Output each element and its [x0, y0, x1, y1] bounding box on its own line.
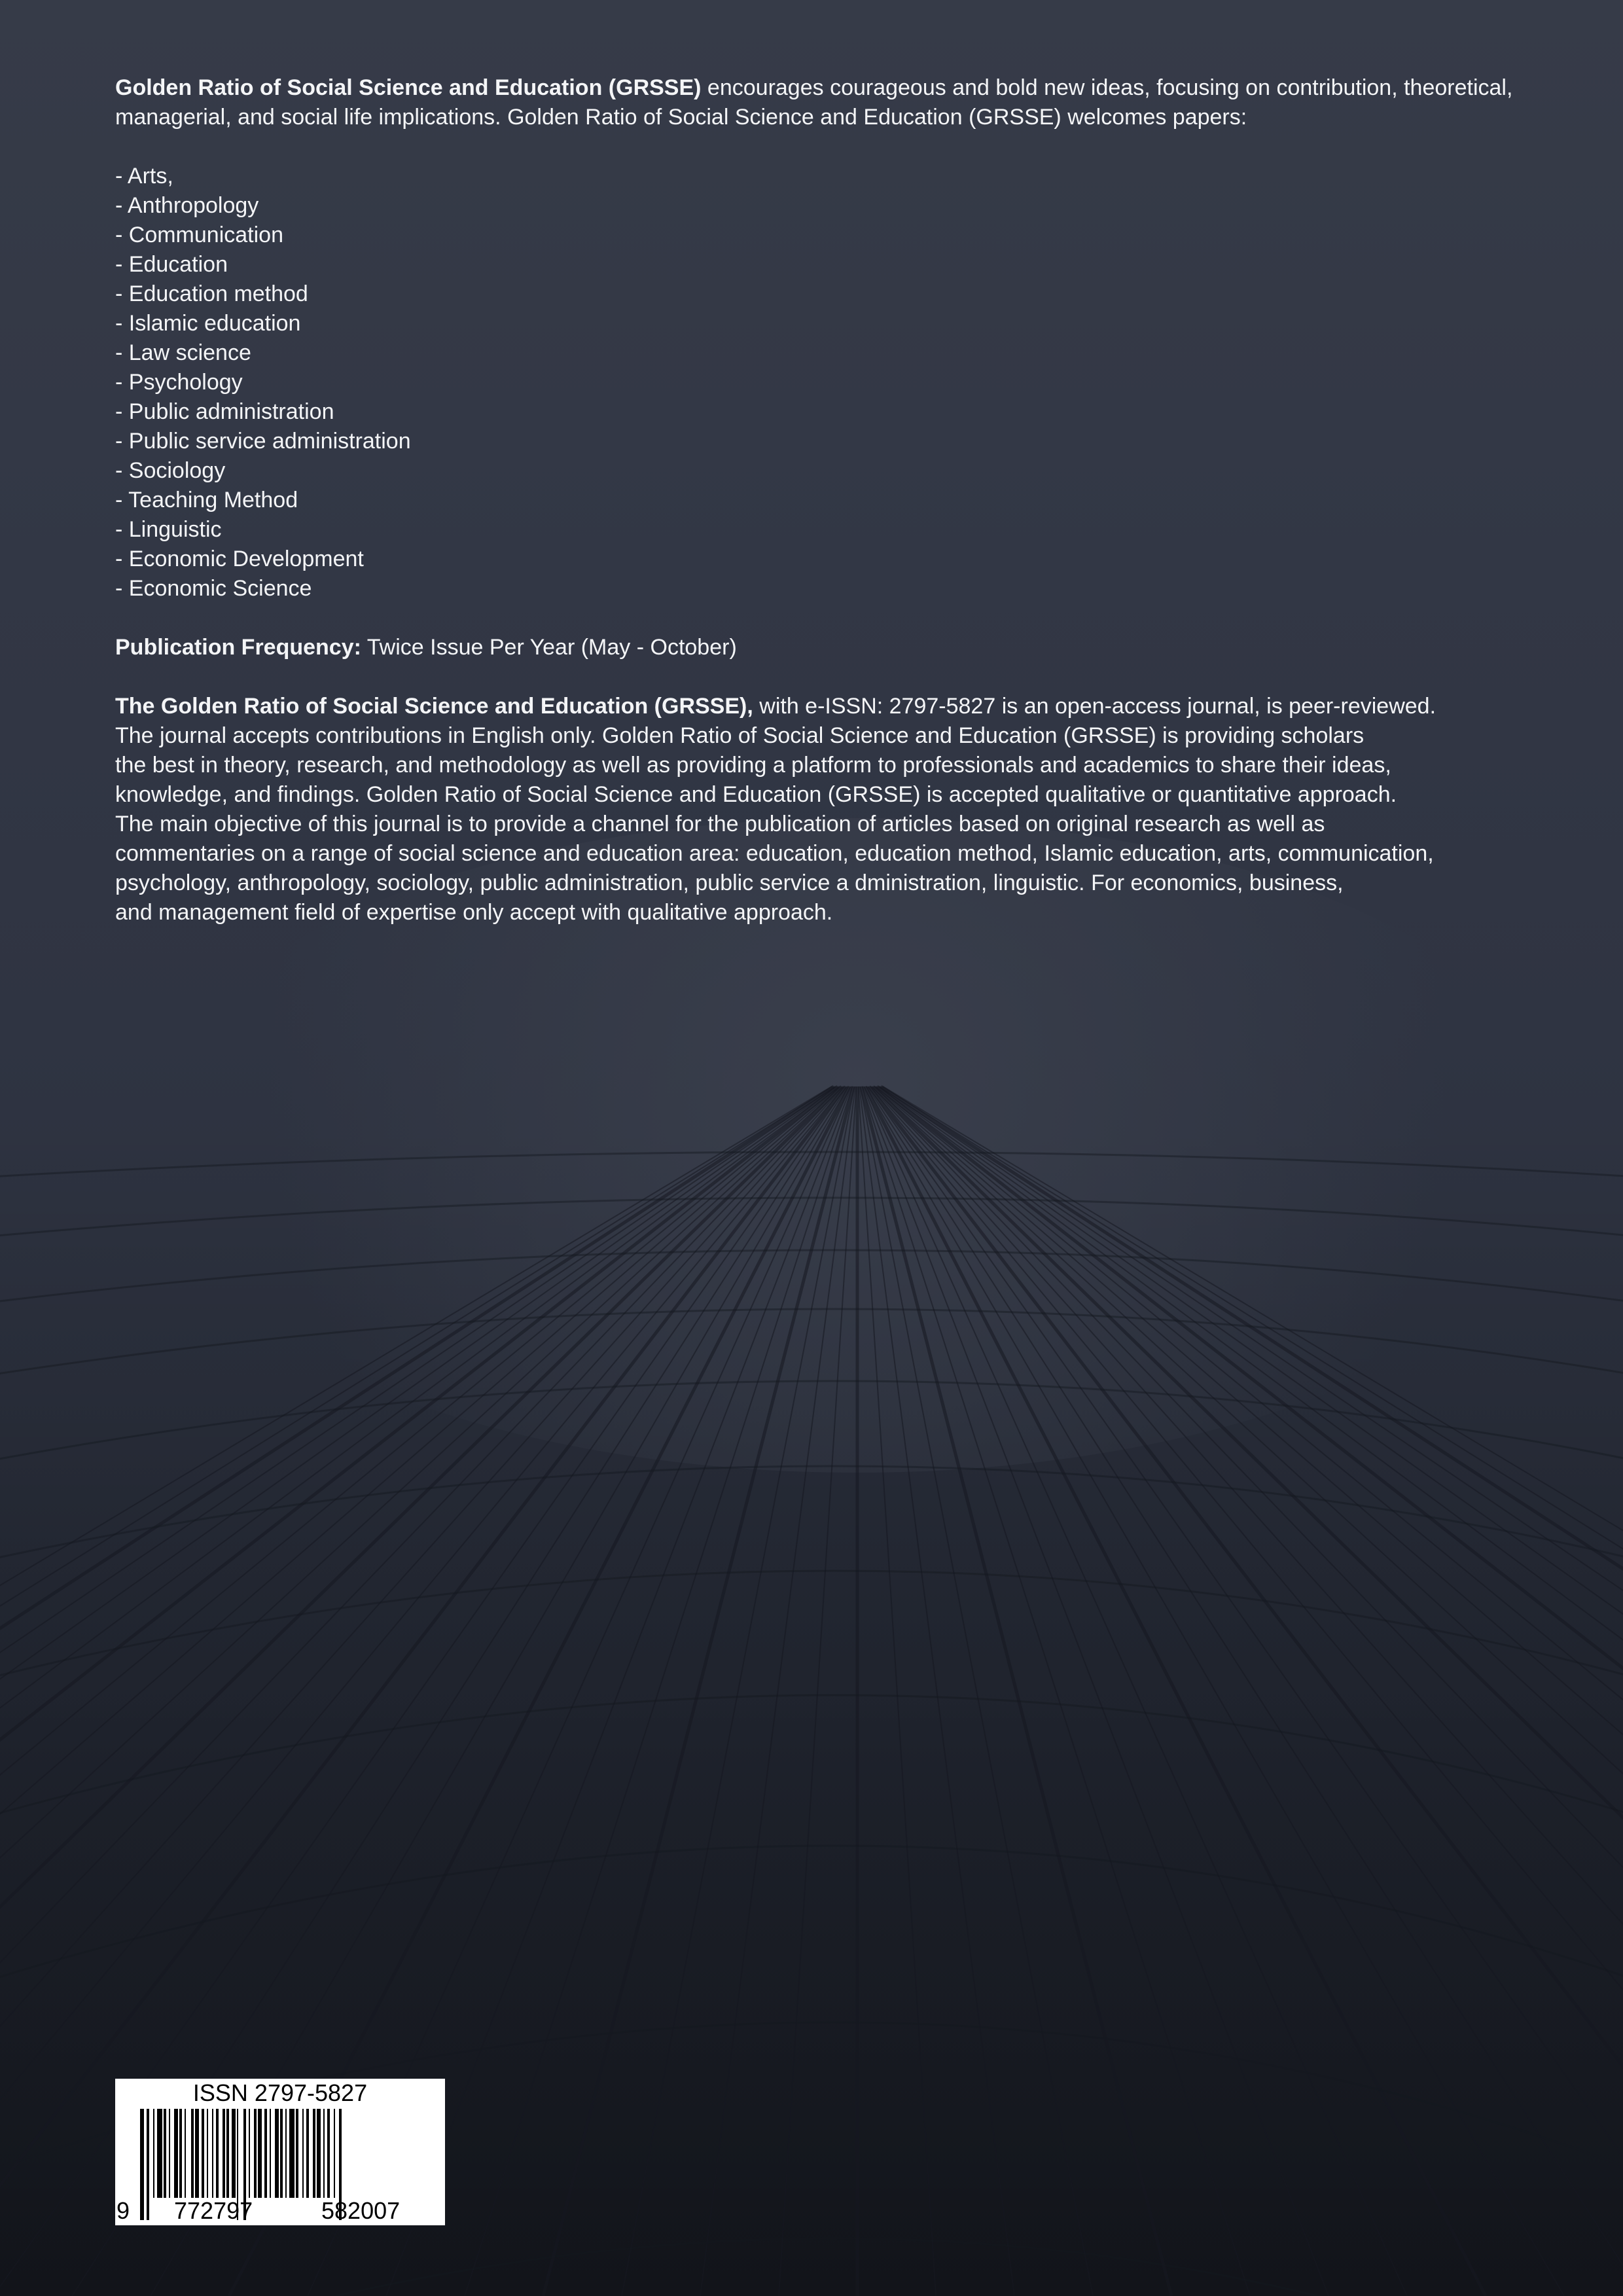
- about-line: The journal accepts contributions in English only. Golden Ratio of Social Science and Education (GRSSE) is providing scholars: [115, 723, 1364, 748]
- barcode-bar: [249, 2109, 250, 2198]
- topic-item: - Sociology: [115, 458, 226, 483]
- topic-item: - Education: [115, 252, 228, 277]
- barcode-bar: [153, 2109, 154, 2198]
- barcode-digit-prefix: 9: [116, 2197, 130, 2224]
- topic-item: - Islamic education: [115, 311, 301, 336]
- publication-frequency: [115, 633, 1522, 662]
- topic-item: - Economic Science: [115, 576, 312, 601]
- barcode-bar: [174, 2109, 178, 2198]
- about-line: the best in theory, research, and methodology as well as providing a platform to professionals and academics to share their ideas,: [115, 753, 1391, 778]
- barcode-bar: [270, 2109, 271, 2198]
- topic-item: - Public administration: [115, 399, 334, 424]
- barcode-bar: [185, 2109, 186, 2198]
- topic-item: - Anthropology: [115, 193, 259, 218]
- barcode-bar: [285, 2109, 287, 2198]
- barcode-bar: [275, 2109, 279, 2198]
- topic-item: - Linguistic: [115, 517, 222, 542]
- about-line: [115, 692, 1522, 721]
- topic-item: - Law science: [115, 340, 251, 365]
- about-line: commentaries on a range of social science and education area: education, education method, Islamic education, arts, communication,: [115, 841, 1434, 866]
- about-line: and management field of expertise only accept with qualitative approach.: [115, 900, 833, 925]
- frequency-value: Twice Issue Per Year (May - October): [361, 635, 737, 660]
- issn-label: ISSN 2797-5827: [192, 2079, 368, 2106]
- barcode-digits-right: 582007: [321, 2197, 401, 2224]
- barcode-bar: [264, 2109, 267, 2198]
- barcode-bar: [258, 2109, 262, 2198]
- issn-barcode: [115, 2079, 445, 2225]
- frequency-label: Publication Frequency:: [115, 635, 361, 660]
- about-journal-name: The Golden Ratio of Social Science and Education (GRSSE),: [115, 694, 753, 719]
- barcode-bar: [302, 2109, 304, 2198]
- barcode-bar: [313, 2109, 315, 2198]
- about-line: psychology, anthropology, sociology, public administration, public service a dministration, linguistic. For economics, business,: [115, 870, 1344, 895]
- topic-item: - Economic Development: [115, 547, 364, 571]
- barcode-bar: [280, 2109, 283, 2198]
- barcode-bar: [157, 2109, 162, 2198]
- barcode-bar: [334, 2109, 335, 2198]
- intro-text: encourages courageous and bold new ideas, focusing on contribution, theoretical, managerial, and social life implications. Golden Ratio of Social Science and Education (GRSSE) welcomes papers:: [115, 75, 1513, 130]
- barcode-bar: [140, 2109, 144, 2220]
- about-line: The main objective of this journal is to provide a channel for the publication of articles based on original research as well as: [115, 812, 1325, 836]
- about-line-1: with e-ISSN: 2797-5827 is an open-access journal, is peer-reviewed.: [753, 694, 1436, 719]
- barcode-bar: [207, 2109, 208, 2198]
- barcode-bar: [216, 2109, 219, 2198]
- barcode-bar: [212, 2109, 213, 2198]
- topic-item: - Public service administration: [115, 429, 411, 454]
- topic-item: - Education method: [115, 281, 308, 306]
- topic-item: - Communication: [115, 223, 283, 247]
- barcode-bar: [195, 2109, 199, 2198]
- barcode-bar: [306, 2109, 309, 2198]
- barcode-bar: [223, 2109, 225, 2198]
- barcode-bar: [232, 2109, 236, 2198]
- topics-list: [115, 162, 1522, 603]
- topic-item: - Arts,: [115, 164, 173, 188]
- barcode-bar: [254, 2109, 257, 2198]
- barcode-bar: [191, 2109, 194, 2198]
- barcode-bar: [179, 2109, 182, 2198]
- topic-item: - Teaching Method: [115, 488, 298, 512]
- barcode-digits-left: 772797: [174, 2197, 253, 2224]
- barcode-bar: [289, 2109, 294, 2198]
- intro-paragraph: [115, 73, 1522, 132]
- barcode-bar: [327, 2109, 330, 2198]
- barcode-bar: [169, 2109, 170, 2198]
- barcode-bar: [323, 2109, 325, 2198]
- topic-item: - Psychology: [115, 370, 243, 395]
- barcode-bar: [164, 2109, 166, 2198]
- intro-journal-name: Golden Ratio of Social Science and Education (GRSSE): [115, 75, 702, 100]
- about-line: knowledge, and findings. Golden Ratio of Social Science and Education (GRSSE) is accepted qualitative or quantitative approach.: [115, 782, 1397, 807]
- barcode-bar: [226, 2109, 229, 2198]
- barcode-bar: [147, 2109, 149, 2220]
- barcode-bar: [317, 2109, 321, 2198]
- barcode-bar: [202, 2109, 204, 2198]
- journal-description: [115, 73, 1522, 927]
- about-paragraph: [115, 692, 1522, 927]
- barcode-bar: [296, 2109, 298, 2198]
